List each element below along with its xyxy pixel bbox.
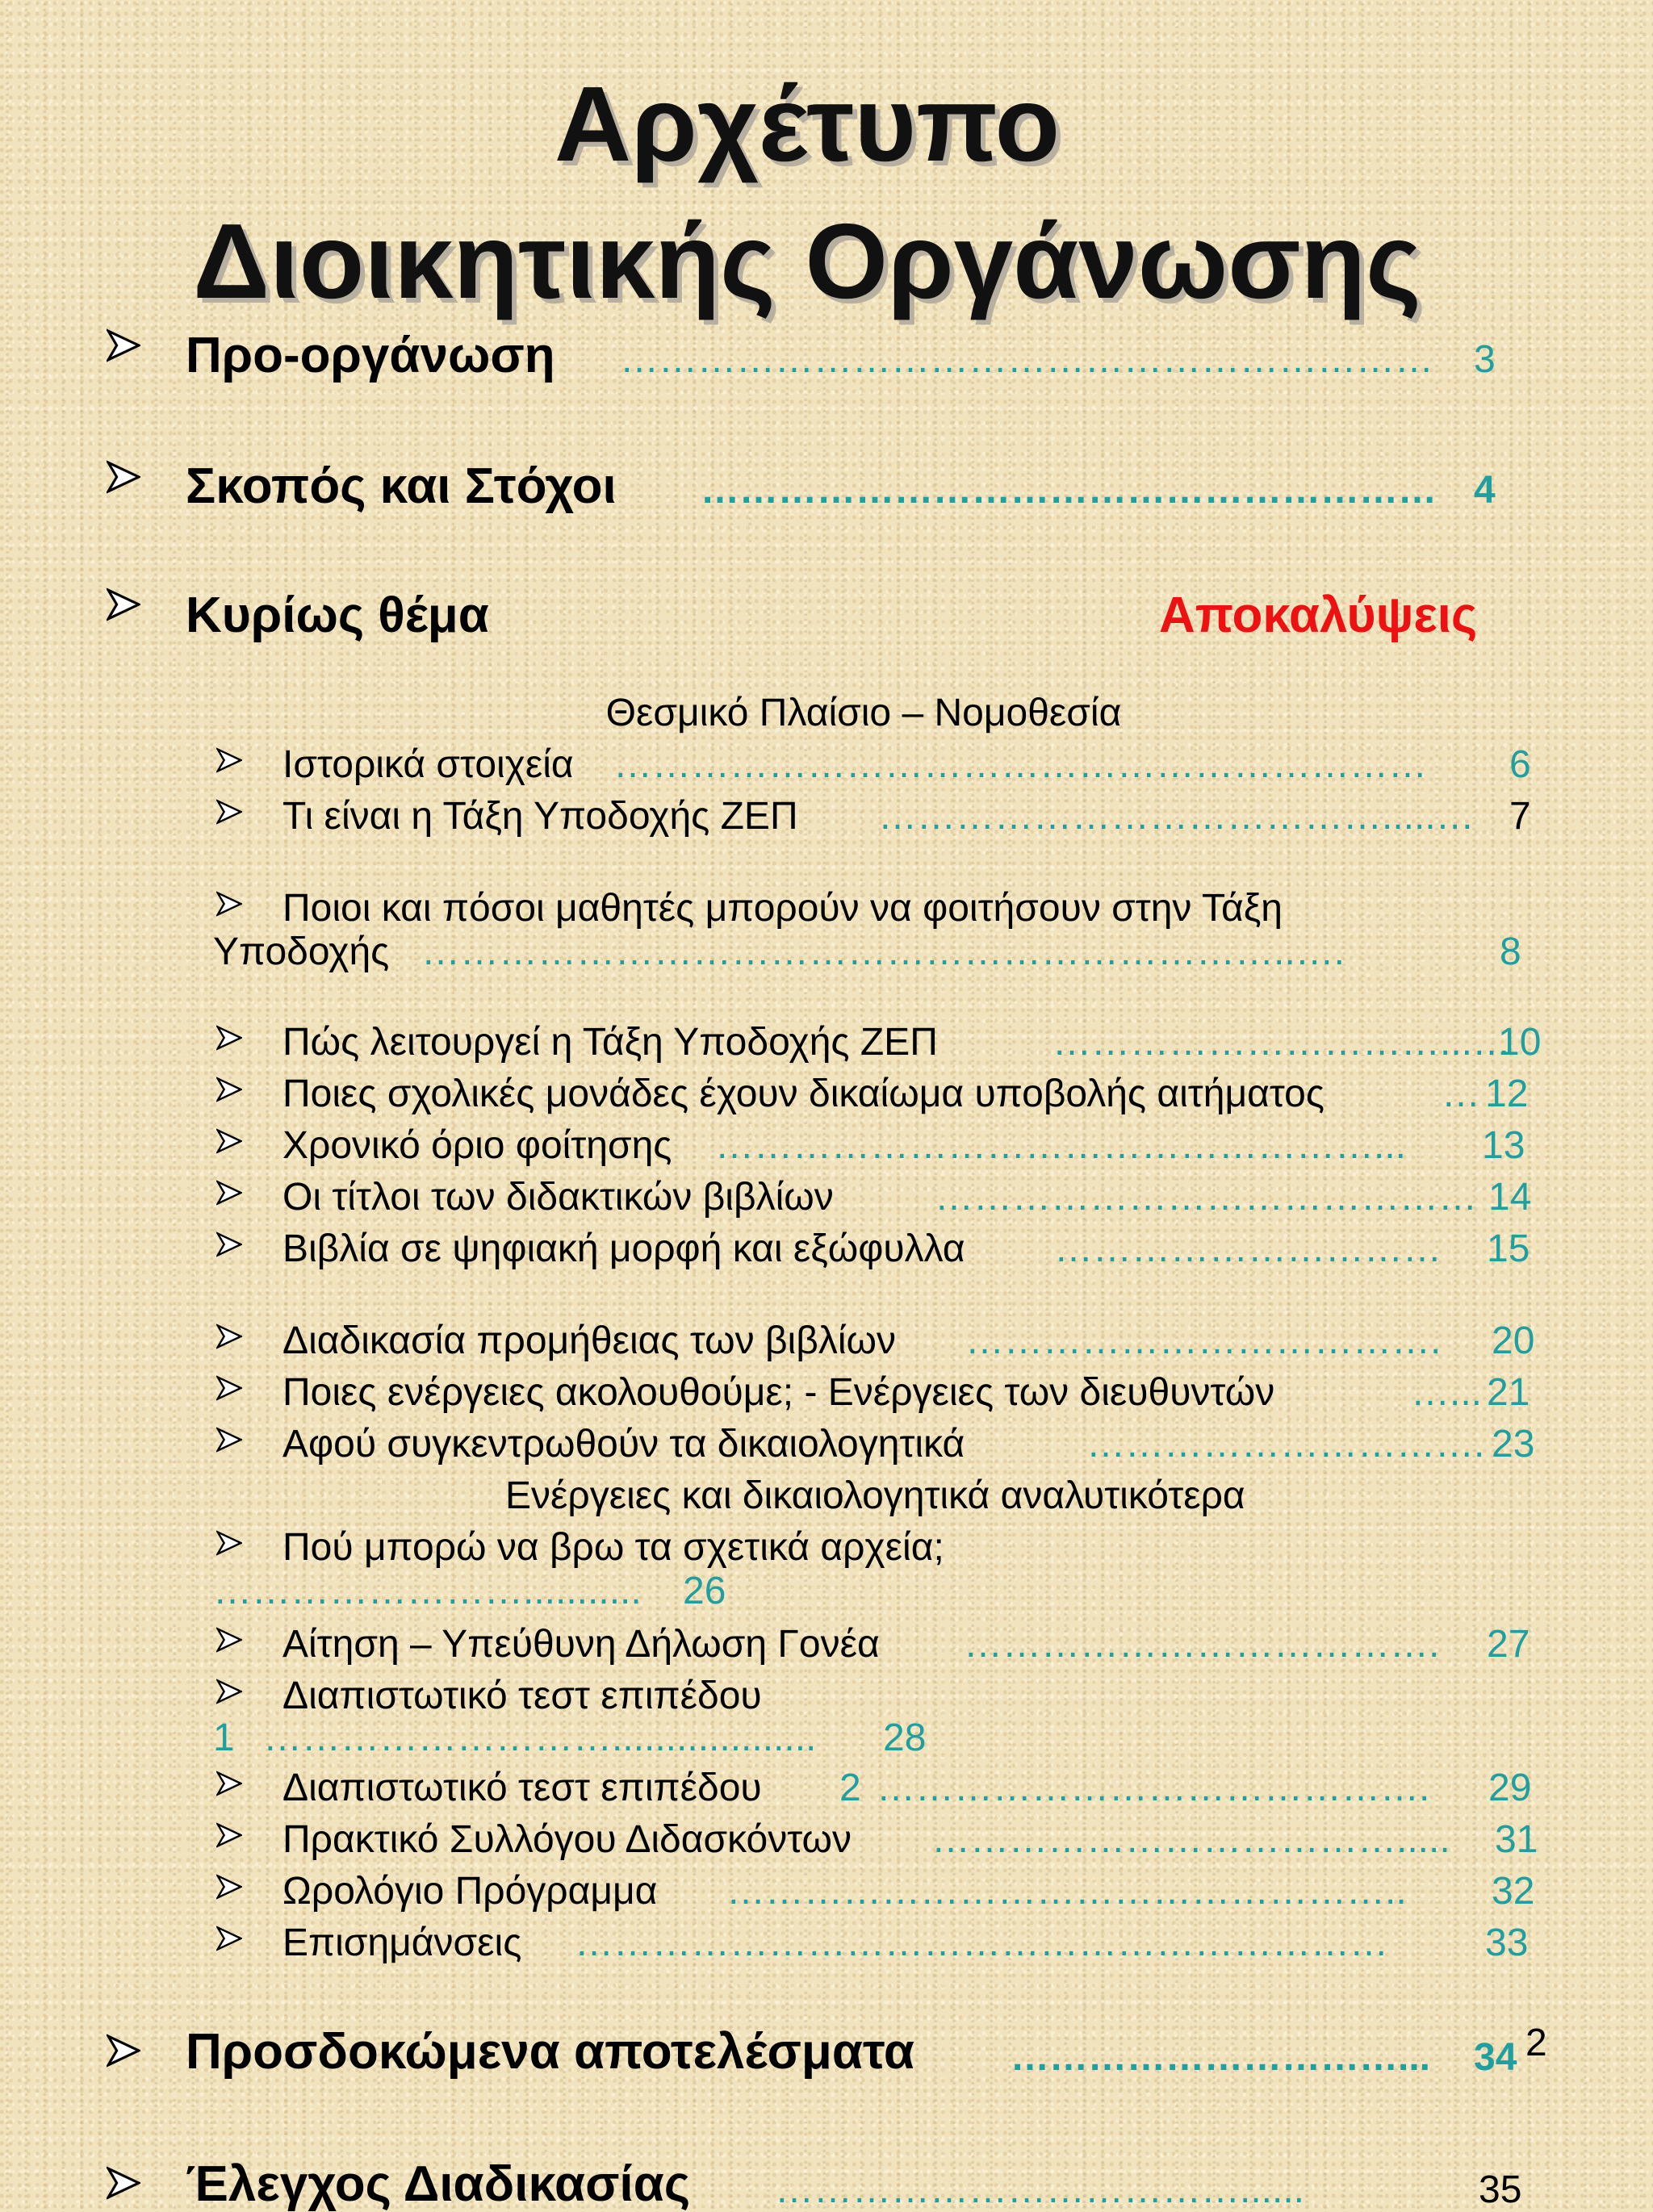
toc-dots: …... [1411, 1371, 1483, 1414]
toc-dots: ……………………………………………... [715, 1124, 1407, 1167]
arrowhead-bullet-icon [216, 1771, 242, 1796]
arrowhead-bullet-icon [216, 799, 242, 825]
toc-page-number: 29 [1488, 1767, 1532, 1809]
toc-dots: …………………………………………………………..…. [421, 930, 1345, 973]
arrowhead-bullet-icon [107, 328, 140, 362]
sub-item-label[interactable]: Οι τίτλοι των διδακτικών βιβλίων [282, 1176, 834, 1219]
sub-item-label[interactable]: Αίτηση – Υπεύθυνη Δήλωση Γονέα [282, 1623, 880, 1666]
toc-dots: …………………………………………….. [726, 1870, 1407, 1913]
toc-dots: ……………………………………………………… [620, 338, 1433, 381]
arrowhead-bullet-icon [216, 1375, 242, 1401]
arrowhead-bullet-icon [107, 2166, 140, 2200]
toc-dots: ………………………………..... [931, 1818, 1450, 1861]
toc-page-number: 33 [1485, 1921, 1529, 1964]
main-item-label[interactable]: Έλεγχος Διαδικασίας [186, 2156, 691, 2212]
arrowhead-bullet-icon [216, 1180, 242, 1206]
main-item-label[interactable]: Κυρίως θέμα [186, 587, 489, 643]
arrowhead-bullet-icon [216, 891, 242, 917]
toc-dots: ………………………………….....… [878, 795, 1475, 838]
toc-dots: ……………………………………………………… [613, 743, 1427, 786]
toc-page-number: 26 [683, 1570, 726, 1612]
toc-page-number: 32 [1492, 1870, 1535, 1913]
sub-item-label[interactable]: Επισημάνσεις [282, 1921, 522, 1964]
main-item-label[interactable]: Σκοπός και Στόχοι [186, 458, 617, 514]
section-heading-legislation: Θεσμικό Πλαίσιο – Νομοθεσία [605, 692, 1122, 734]
arrowhead-bullet-icon [216, 1427, 242, 1453]
toc-dots: ……………………........... [213, 1570, 642, 1612]
toc-dots: ………………………………...... [775, 2168, 1305, 2211]
page-title-line2: Διοικητικής Οργάνωσης [193, 202, 1421, 320]
sub-item-label[interactable]: Τι είναι η Τάξη Υποδοχής ΖΕΠ [282, 795, 798, 838]
main-item-label: Προ-οργάνωση [186, 328, 555, 383]
arrowhead-bullet-icon [216, 747, 242, 773]
sub-item-label[interactable]: Πώς λειτουργεί η Τάξη Υποδοχής ΖΕΠ [282, 1021, 938, 1064]
toc-page-number: 21 [1487, 1371, 1530, 1414]
toc-dots: …………………………………… [935, 1176, 1477, 1219]
sub-item-label[interactable]: Ποιες ενέργειες ακολουθούμε; - Ενέργειες των διευθυντών [282, 1371, 1275, 1414]
toc-level-inline: 2 [839, 1767, 861, 1809]
revelations-label: Αποκαλύψεις [1159, 587, 1478, 643]
toc-dots: …………………………. [1086, 1423, 1485, 1466]
sub-item-label[interactable]: Ποιοι και πόσοι μαθητές μπορούν να φοιτήσουν στην Τάξη [282, 887, 1283, 930]
slide-number: 2 [1525, 2022, 1547, 2064]
toc-dots: …………………………...… [1052, 1021, 1512, 1064]
arrowhead-bullet-icon [216, 1627, 242, 1653]
sub-item-label[interactable]: Ποιες σχολικές μονάδες έχουν δικαίωμα υποβολής αιτήματος [282, 1073, 1324, 1115]
toc-dots: ……………………………………. [877, 1767, 1430, 1809]
arrowhead-bullet-icon [216, 1231, 242, 1257]
arrowhead-bullet-icon [216, 1530, 242, 1556]
toc-dots: …………………………... [1011, 2036, 1431, 2079]
arrowhead-bullet-icon [107, 2034, 140, 2068]
toc-dots: ………………………………. [965, 1319, 1442, 1362]
toc-page-number: 31 [1495, 1818, 1538, 1861]
toc-page-number: 4 [1474, 469, 1496, 512]
arrowhead-bullet-icon [216, 1874, 242, 1900]
toc-dots: ………………………................... [263, 1716, 817, 1759]
toc-page-number: 13 [1482, 1124, 1525, 1167]
sub-item-label[interactable]: Διαπιστωτικό τεστ επιπέδου [282, 1767, 762, 1809]
arrowhead-bullet-icon [216, 1077, 242, 1102]
toc-page-number: 6 [1509, 743, 1531, 786]
toc-dots: ………………………………………………… [701, 469, 1437, 512]
sub-item-label[interactable]: Πρακτικό Συλλόγου Διδασκόντων [282, 1818, 852, 1861]
arrowhead-bullet-icon [216, 1025, 242, 1051]
toc-level-prefix: 1 [213, 1716, 235, 1759]
toc-page-number: 28 [883, 1716, 927, 1759]
toc-page-number: 35 [1479, 2168, 1522, 2211]
arrowhead-bullet-icon [216, 1323, 242, 1349]
toc-page-number: 8 [1500, 930, 1521, 973]
sub-item-label[interactable]: Διαπιστωτικό τεστ επιπέδου [282, 1675, 762, 1717]
toc-page-number: 27 [1487, 1623, 1530, 1666]
sub-item-label[interactable]: Ωρολόγιο Πρόγραμμα [282, 1870, 658, 1913]
toc-dots: ………………………………. [964, 1623, 1440, 1666]
toc-page-number: 14 [1488, 1176, 1532, 1219]
toc-page-number: 34 [1474, 2036, 1517, 2079]
arrowhead-bullet-icon [216, 1822, 242, 1848]
sub-item-label[interactable]: Βιβλία σε ψηφιακή μορφή και εξώφυλλα [282, 1227, 965, 1270]
toc-dots: … [1442, 1073, 1480, 1115]
arrowhead-bullet-icon [107, 587, 140, 621]
toc-page-number: 10 [1498, 1021, 1542, 1064]
arrowhead-bullet-icon [216, 1926, 242, 1951]
toc-page-number: 3 [1474, 338, 1496, 381]
toc-page-number: 15 [1487, 1227, 1530, 1270]
page-title-line1: Αρχέτυπο [554, 65, 1061, 183]
section-heading-detailed: Ενέργειες και δικαιολογητικά αναλυτικότερα [505, 1474, 1245, 1517]
toc-page-number: 7 [1509, 795, 1531, 838]
sub-item-label[interactable]: Πού μπορώ να βρω τα σχετικά αρχεία; [282, 1526, 944, 1569]
arrowhead-bullet-icon [107, 460, 140, 494]
toc-dots: ………………………… [1054, 1227, 1442, 1270]
sub-item-label[interactable]: Χρονικό όριο φοίτησης [282, 1124, 672, 1167]
toc-page-number: 12 [1485, 1073, 1529, 1115]
arrowhead-bullet-icon [216, 1128, 242, 1154]
main-item-label[interactable]: Προσδοκώμενα αποτελέσματα [186, 2024, 915, 2080]
sub-item-label[interactable]: Αφού συγκεντρωθούν τα δικαιολογητικά [282, 1423, 965, 1466]
sub-item-label-continued: Υποδοχής [213, 930, 390, 973]
arrowhead-bullet-icon [216, 1679, 242, 1704]
toc-page-number: 23 [1492, 1423, 1535, 1466]
toc-dots: ……………………………………………………… [575, 1921, 1388, 1964]
sub-item-label[interactable]: Διαδικασία προμήθειας των βιβλίων [282, 1319, 896, 1362]
sub-item-label[interactable]: Ιστορικά στοιχεία [282, 743, 574, 786]
toc-page-number: 20 [1492, 1319, 1535, 1362]
